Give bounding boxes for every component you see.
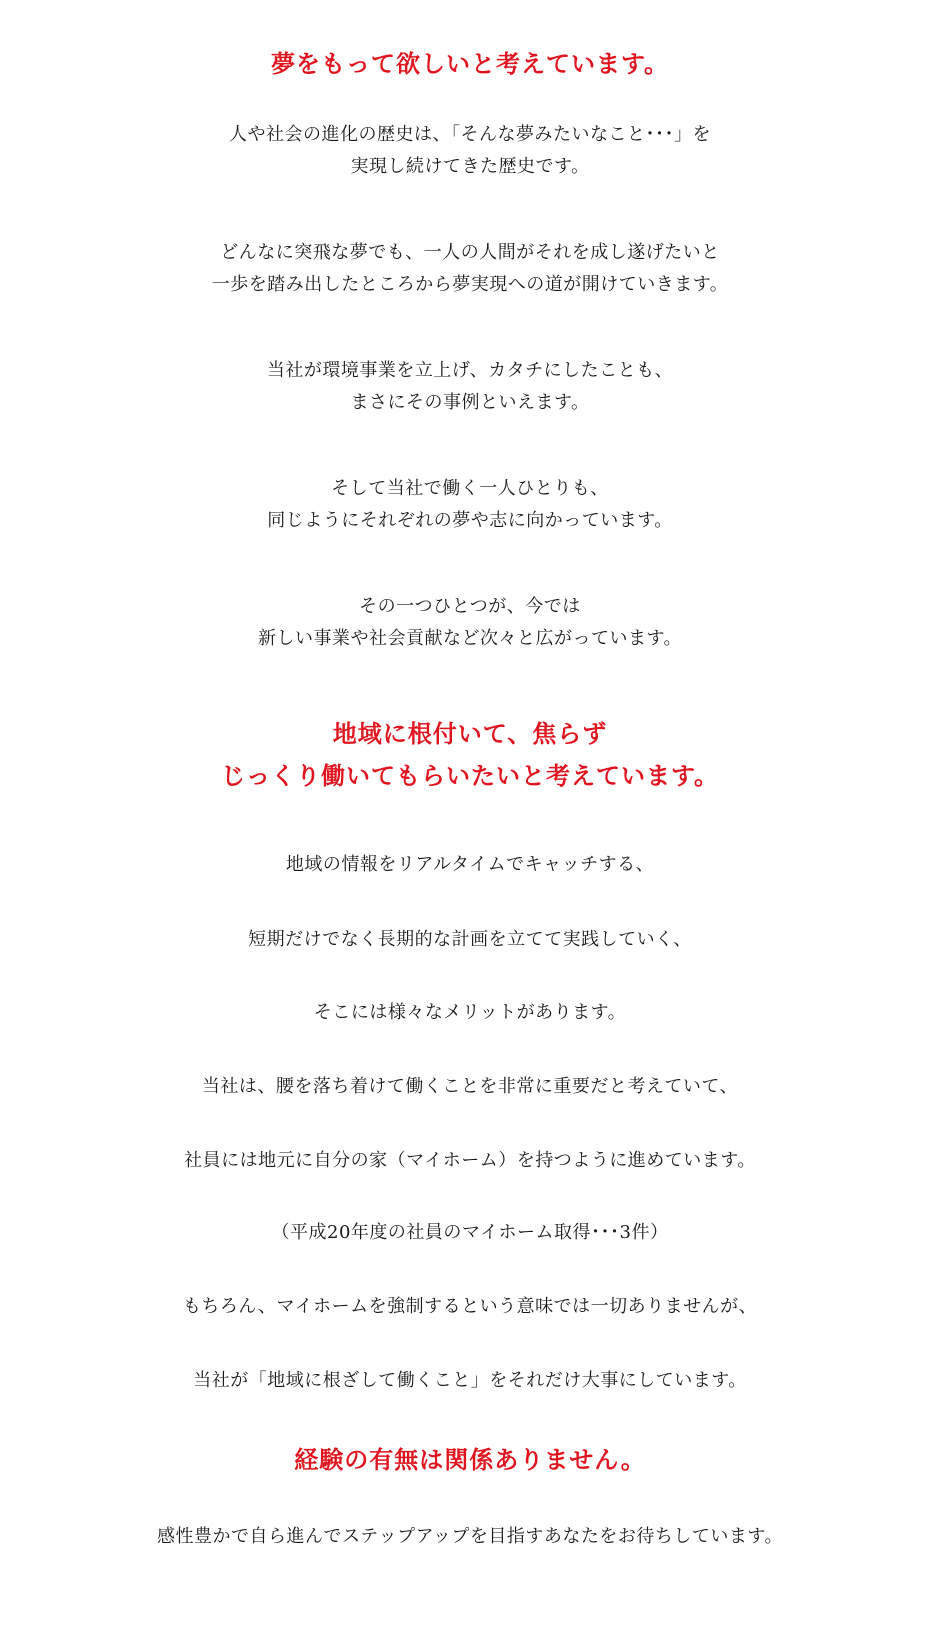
local-text-line-7: もちろん、マイホームを強制するという意味では一切ありませんが、 [182,1296,758,1317]
paragraph-growth-line-1: その一つひとつが、今では [359,596,581,617]
section-heading-local-line-1: 地域に根付いて、焦らず [332,719,608,748]
local-text-line-1: 地域の情報をリアルタイムでキャッチする、 [285,854,655,875]
local-text-line-4: 当社は、腰を落ち着けて働くことを非常に重要だと考えていて、 [201,1076,739,1097]
local-text-line-8: 当社が「地域に根ざして働くこと」をそれだけ大事にしています。 [193,1370,747,1391]
section-heading-experience: 経験の有無は関係ありません。 [294,1445,646,1474]
local-text-line-2: 短期だけでなく長期的な計画を立てて実践していく、 [248,929,692,950]
paragraph-environment-line-1: 当社が環境事業を立上げ、カタチにしたことも、 [266,360,674,381]
paragraph-employees-line-1: そして当社で働く一人ひとりも、 [331,478,609,499]
paragraph-dream-line-2: 一歩を踏み出したところから夢実現への道が開けていきます。 [211,274,729,295]
paragraph-history-line-2: 実現し続けてきた歴史です。 [350,156,590,177]
paragraph-growth-line-2: 新しい事業や社会貢献など次々と広がっています。 [257,628,683,649]
local-text-line-6: （平成20年度の社員のマイホーム取得･･･3件） [271,1222,669,1243]
paragraph-environment-line-2: まさにその事例といえます。 [350,392,590,413]
closing-text-line-1: 感性豊かで自ら進んでステップアップを目指すあなたをお待ちしています。 [157,1526,783,1547]
paragraph-employees-line-2: 同じようにそれぞれの夢や志に向かっています。 [267,510,673,531]
section-heading-local-line-2: じっくり働いてもらいたいと考えています。 [220,761,720,790]
section-heading-dreams: 夢をもって欲しいと考えています。 [270,49,670,78]
local-text-line-5: 社員には地元に自分の家（マイホーム）を持つように進めています。 [184,1150,756,1171]
local-text-line-3: そこには様々なメリットがあります。 [313,1002,627,1023]
paragraph-dream-line-1: どんなに突飛な夢でも、一人の人間がそれを成し遂げたいと [220,242,720,263]
paragraph-history-line-1: 人や社会の進化の歴史は、「そんな夢みたいなこと･･･」を [229,124,711,145]
